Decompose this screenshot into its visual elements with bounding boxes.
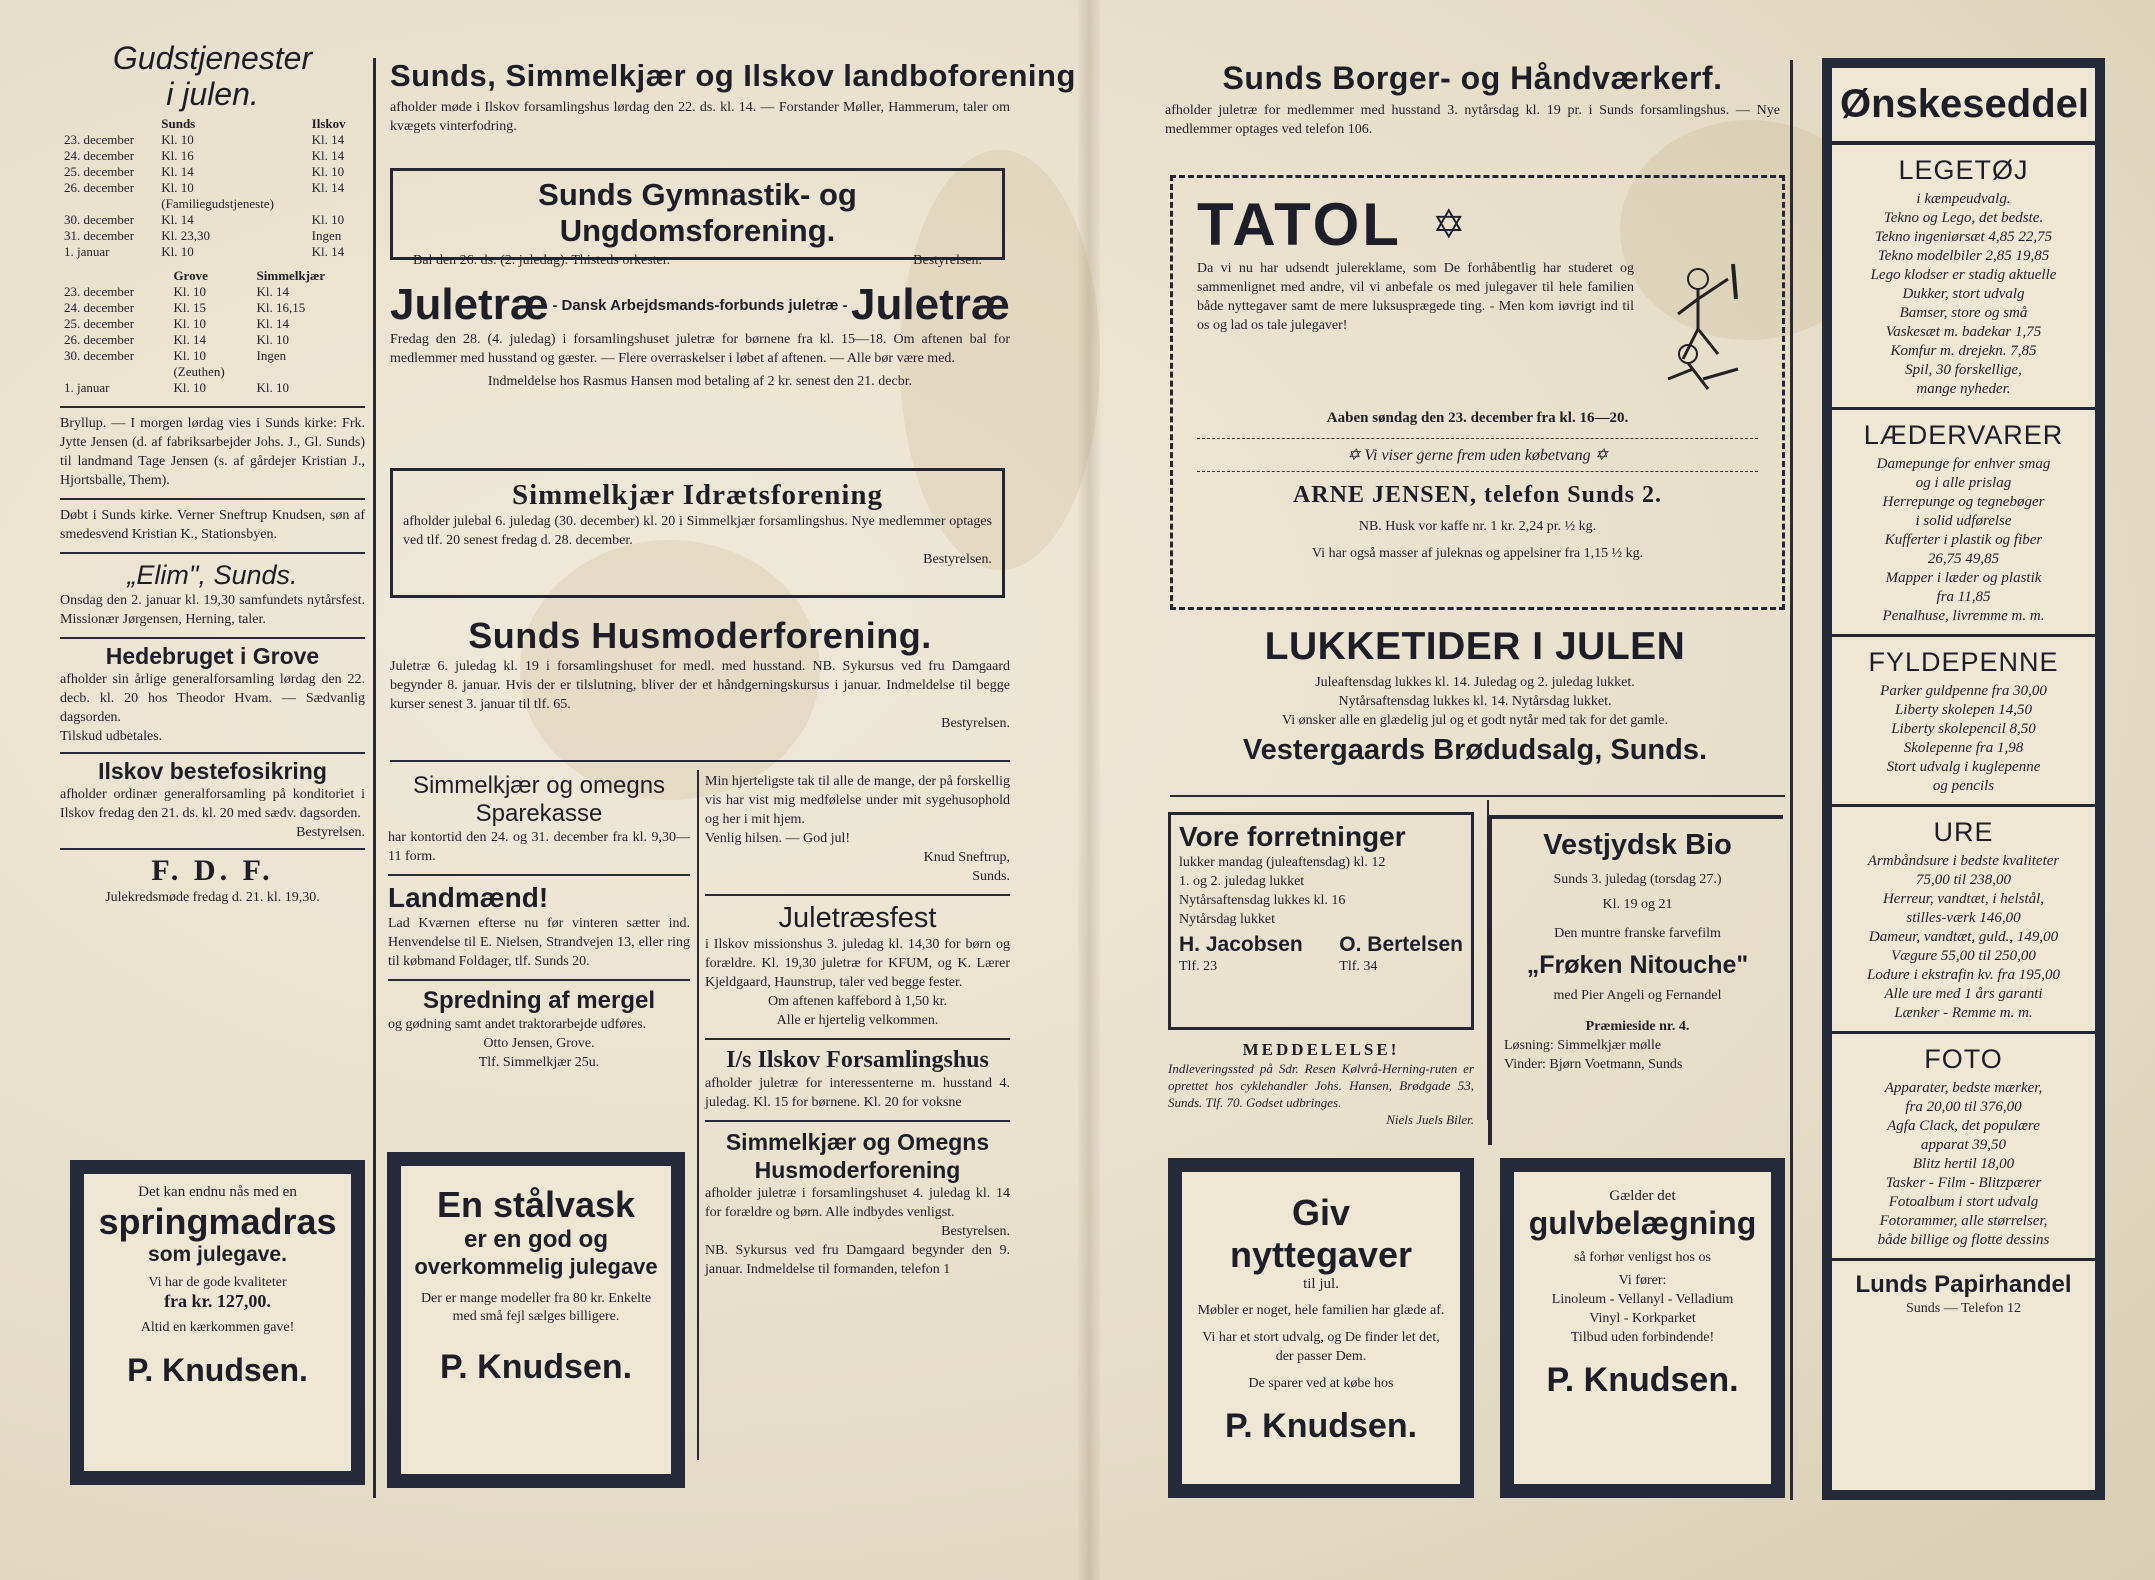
service-table-2 <box>60 268 360 396</box>
wishlist-line: Apparater, bedste mærker, <box>1884 1080 2043 1096</box>
wishlist-line: Kufferter i plastik og fiber <box>1884 532 2043 548</box>
divider <box>60 498 365 500</box>
wishlist-line: fra 20,00 til 376,00 <box>1905 1099 2022 1115</box>
table-cell: Kl. 14 <box>311 180 345 195</box>
table-cell: Ingen <box>311 228 342 243</box>
forretninger-line: Nytårsdag lukket <box>1179 912 1276 927</box>
wishlist-line: Spil, 30 forskellige, <box>1905 362 2022 378</box>
shop-name: O. Bertelsen <box>1339 933 1463 956</box>
bio-line: Sunds 3. juledag (torsdag 27.) <box>1553 872 1722 887</box>
wishlist-line: Mapper i læder og plastik <box>1885 570 2042 586</box>
forretninger-line: lukker mandag (juleaftensdag) kl. 12 <box>1179 855 1386 870</box>
table-row <box>60 228 360 244</box>
column-rule <box>1790 60 1793 1500</box>
table-cell: Kl. 10 <box>161 244 194 259</box>
oenskeseddel-title: Ønskeseddel <box>1840 82 2090 126</box>
ad-price: fra kr. 127,00. <box>164 1291 271 1311</box>
wishlist-line: Liberty skolepen 14,50 <box>1894 702 2033 718</box>
wishlist-line: Komfur m. drejekn. 7,85 <box>1890 343 2037 359</box>
table-cell: Kl. 16,15 <box>256 300 306 315</box>
wishlist-line: i solid udførelse <box>1915 513 2012 529</box>
table-cell: Kl. 14 <box>311 148 345 163</box>
lukketider-sign: Vestergaards Brødudsalg, Sunds. <box>1242 734 1708 766</box>
wishlist-section <box>1832 637 2095 807</box>
ad-line: Møbler er noget, hele familien har glæde af. <box>1197 1303 1445 1318</box>
wishlist-line: og pencils <box>1932 778 1995 794</box>
wishlist-line: fra 11,85 <box>1936 589 1991 605</box>
table-cell: Kl. 10 <box>173 284 206 299</box>
hedebruget-title: Hedebruget i Grove <box>105 643 320 669</box>
springmadras-ad <box>70 1160 365 1485</box>
ad-headline: Giv nyttegaver <box>1229 1192 1413 1275</box>
tak-text2: Venlig hilsen. — God jul! <box>705 831 851 846</box>
juletraesfest-title: Juletræsfest <box>778 902 937 934</box>
landbo-title: Sunds, Simmelkjær og Ilskov landboforening <box>390 58 1076 93</box>
ad-line: Der er mange modeller fra 80 kr. Enkelte med små fejl sælges billigere. <box>420 1291 652 1324</box>
column-rule <box>697 770 699 1460</box>
table-cell: Kl. 10 <box>173 316 206 331</box>
elim-title: „Elim", Sunds. <box>127 560 298 590</box>
table-cell: 23. december <box>64 132 135 147</box>
table-cell: Kl. 10 <box>256 380 290 395</box>
oenskeseddel-sign: Lunds Papirhandel <box>1855 1271 2072 1298</box>
tatol-open: Aaben søndag den 23. december fra kl. 16—20. <box>1326 410 1629 426</box>
juletraesfest-text: i Ilskov missionshus 3. juledag kl. 14,30 for børn og forældre. Kl. 19,30 juletræ for KFUM, og K. Lærer Kjeldgaard, Haunstrup, taler ved begge fester. <box>705 937 1010 990</box>
juletrae-text: Fredag den 28. (4. juledag) i forsamlingshuset juletræ for børnene fra kl. 15—18. Om aftenen bal for medlemmer med husstand og gæster. — Flere overraskelser i løbet af aftenen. — Alle bør være med. <box>390 332 1010 366</box>
table-cell: 26. december <box>64 332 135 347</box>
table-cell: Kl. 14 <box>256 316 290 331</box>
juletrae-subtitle: - Dansk Arbejdsmands-forbunds juletræ - <box>552 296 848 314</box>
divider <box>1170 795 1785 797</box>
wishlist-line: Stort udvalg i kuglepenne <box>1886 759 2041 775</box>
hedebruget-note: Tilskud udbetales. <box>60 729 163 744</box>
forretninger-line: Nytårsaftensdag lukkes kl. 16 <box>1179 893 1346 908</box>
bio-box <box>1488 815 1783 1145</box>
table-cell: Kl. 10 <box>161 180 194 195</box>
lukketider-line: Juleaftensdag lukkes kl. 14. Juledag og 2. juledag lukket. <box>1315 675 1635 690</box>
wishlist-section <box>1832 145 2095 410</box>
table-row <box>60 148 360 164</box>
table-row <box>60 196 360 212</box>
forsamlingshus-title: I/s Ilskov Forsamlingshus <box>726 1047 989 1073</box>
meddelelse-text: Indleveringssted på Sdr. Resen Kølvrå-Herning-ruten er oprettet hos cyklehandler Johs. Hansen, Brødgade 53, Sunds. Tlf. 70. Godset udbringes. <box>1168 1061 1474 1110</box>
divider <box>390 760 1010 762</box>
wishlist-line: Tasker - Film - Blitzpærer <box>1885 1175 2042 1191</box>
table-cell <box>253 364 360 380</box>
table-cell: 26. december <box>64 180 135 195</box>
table-cell: 1. januar <box>64 380 110 395</box>
landbo-text: afholder møde i Ilskov forsamlingshus lørdag den 22. ds. kl. 14. — Forstander Møller, Hammerum, taler om kvægets vinterfodring. <box>390 100 1010 134</box>
table-cell: Kl. 14 <box>311 132 345 147</box>
ad-sign: P. Knudsen. <box>439 1348 633 1386</box>
fdf-text: Julekredsmøde fredag d. 21. kl. 19,30. <box>105 890 320 905</box>
table-row <box>60 132 360 148</box>
mergel-sign: Otto Jensen, Grove. <box>483 1036 595 1051</box>
table-cell: Kl. 14 <box>173 332 206 347</box>
tatol-nb: NB. Husk vor kaffe nr. 1 kr. 2,24 pr. ½ kg. <box>1358 519 1597 534</box>
divider <box>60 752 365 754</box>
title-line: Gudstjenester <box>112 40 313 76</box>
meddelelse-sign: Niels Juels Biler. <box>1386 1112 1474 1127</box>
table-header: Simmelkjær <box>256 268 326 283</box>
gudstjenester-title <box>60 40 365 112</box>
doebt-notice: Døbt i Sunds kirke. Verner Sneftrup Knudsen, søn af smedesvend Kristian K., Stationsbyen. <box>60 508 365 542</box>
tak-sign: Knud Sneftrup, <box>923 850 1010 865</box>
shop-name: H. Jacobsen <box>1179 933 1303 956</box>
tatol-ad <box>1170 175 1785 610</box>
wishlist-line: Armbåndsure i bedste kvaliteter <box>1867 853 2060 869</box>
ad-line: er en god og <box>464 1226 608 1253</box>
table-row <box>60 284 360 300</box>
ad-line: Vi fører: <box>1618 1273 1667 1288</box>
divider <box>388 874 690 876</box>
column-rule <box>373 58 376 1498</box>
wishlist-line: 75,00 til 238,00 <box>1915 872 2011 888</box>
table-row <box>60 180 360 196</box>
wishlist-line: Skolepenne fra 1,98 <box>1903 740 2024 756</box>
tatol-name: ARNE JENSEN, telefon Sunds 2. <box>1292 482 1663 508</box>
gulv-ad <box>1500 1158 1785 1498</box>
sparekasse-text: har kontortid den 24. og 31. december fra kl. 9,30—11 form. <box>388 830 690 864</box>
shop-phone: Tlf. 23 <box>1179 959 1218 974</box>
wishlist-line: mange nyheder. <box>1916 381 2011 397</box>
lukketider-section <box>1165 625 1785 790</box>
ad-line: som julegave. <box>148 1243 287 1266</box>
stalvask-ad <box>387 1152 685 1488</box>
simmelhus-sign: Bestyrelsen. <box>941 1224 1010 1239</box>
landbo-section <box>390 58 1076 173</box>
simmelhus-text: afholder juletræ i forsamlingshuset 4. juledag kl. 14 for forældre og børn. Alle indbydes venligst. <box>705 1186 1010 1220</box>
wishlist-line: Bamser, store og små <box>1899 305 2028 321</box>
ad-line: De sparer ved at købe hos <box>1248 1376 1394 1391</box>
wishlist-line: Penalhuse, livremme m. m. <box>1882 608 2045 624</box>
simmelhus-text2: NB. Sykursus ved fru Damgaard begynder den 9. januar. Indmeldelse til formanden, telefon 1 <box>705 1243 1010 1277</box>
table-row <box>60 316 360 332</box>
tak-text: Min hjerteligste tak til alle de mange, der på forskellig vis har vist mig medfølelse under mit sygehusophold og her i mit hjem. <box>705 774 1010 827</box>
juletrae-section <box>390 280 1010 450</box>
bio-film: „Frøken Nitouche" <box>1526 951 1749 979</box>
wishlist-line: både billige og flotte dessins <box>1877 1232 2050 1248</box>
divider <box>705 1120 1010 1122</box>
wishlist-heading: FOTO <box>1924 1044 2003 1074</box>
table-row <box>60 300 360 316</box>
wishlist-line: Fotorammer, alle størrelser, <box>1879 1213 2048 1229</box>
forsamlingshus-text: afholder juletræ for interessenterne m. husstand 4. juledag. Kl. 15 for børnene. Kl. 20 for voksne <box>705 1076 1010 1110</box>
tatol-also: Vi har også masser af juleknas og appelsiner fra 1,15 ½ kg. <box>1311 546 1644 561</box>
star-icon: ✡ <box>1590 447 1608 464</box>
wishlist-line: Fotoalbum i stort udvalg <box>1888 1194 2039 1210</box>
wishlist-line: stilles-værk 146,00 <box>1906 910 2021 926</box>
table-cell: 24. december <box>64 148 135 163</box>
mergel-tlf: Tlf. Simmelkjær 25u. <box>478 1055 600 1070</box>
ad-headline: gulvbelægning <box>1528 1205 1757 1241</box>
table-cell <box>308 196 360 212</box>
divider <box>60 637 365 639</box>
wishlist-line: Parker guldpenne fra 30,00 <box>1880 683 2047 699</box>
table-body <box>60 132 360 260</box>
ad-sign: P. Knudsen. <box>1224 1407 1418 1445</box>
idraet-title: Simmelkjær Idrætsforening <box>511 479 884 511</box>
bio-line: med Pier Angeli og Fernandel <box>1553 988 1722 1003</box>
wishlist-line: Dukker, stort udvalg <box>1902 286 2025 302</box>
wishlist-line: 26,75 49,85 <box>1927 551 2000 567</box>
wishlist-section <box>1832 410 2095 637</box>
table-row <box>60 380 360 396</box>
gymnastik-text: Bal den 26. ds. (2. juledag). Thisteds orkester. <box>413 253 671 268</box>
bio-line: Kl. 19 og 21 <box>1602 897 1673 912</box>
table-cell: Kl. 10 <box>161 132 194 147</box>
wishlist-line: Lodure i ekstrafin kv. fra 195,00 <box>1867 967 2060 983</box>
table-cell: Kl. 10 <box>311 164 345 179</box>
wishlist-line: Tekno og Lego, det bedste. <box>1883 210 2044 226</box>
table-cell <box>60 196 157 212</box>
meddelelse-section <box>1168 1040 1474 1160</box>
forretninger-title: Vore forretninger <box>1179 821 1406 852</box>
table-cell: 30. december <box>64 348 135 363</box>
star-icon: ✡ <box>1347 447 1365 464</box>
wishlist-heading: LEGETØJ <box>1898 155 2029 185</box>
lukketider-line: Nytårsaftensdag lukkes kl. 14. Nytårsdag lukket. <box>1338 694 1612 709</box>
tatol-band <box>1197 438 1758 472</box>
column-1 <box>60 40 365 1150</box>
wishlist-line: Lego klodser er stadig aktuelle <box>1870 267 2057 283</box>
husmoder-text: Juletræ 6. juledag kl. 19 i forsamlingshuset for medl. med husstand. NB. Sykursus ved fru Damgaard begynder 8. januar. Hvis der er tilslutning, bliver der et håndgerningskursus i januar. Indmeldelse til begge kurser senest 3. januar til tlf. 65. <box>390 659 1010 712</box>
table-cell: 31. december <box>64 228 135 243</box>
juletrae-word: Juletræ <box>851 280 1010 329</box>
shop-phone: Tlf. 34 <box>1339 959 1378 974</box>
lukketider-line: Vi ønsker alle en glædelig jul og et godt nytår med tak for det gamle. <box>1281 713 1668 728</box>
wishlist-heading: FYLDEPENNE <box>1868 647 2059 677</box>
sparekasse-title: Simmelkjær og omegns Sparekasse <box>412 772 666 827</box>
service-table-1 <box>60 116 360 260</box>
ad-line: Vi har et stort udvalg, og De finder let det, der passer Dem. <box>1202 1330 1440 1364</box>
wishlist-line: Vægure 55,00 til 250,00 <box>1891 948 2036 964</box>
table-cell: Kl. 23,30 <box>161 228 211 243</box>
wishlist-line: Agfa Clack, det populære <box>1887 1118 2040 1134</box>
table-row <box>60 364 360 380</box>
star-icon: ✡ <box>1431 202 1466 247</box>
oenskeseddel-sign2: Sunds — Telefon 12 <box>1905 1301 2022 1316</box>
ad-sign: P. Knudsen. <box>1546 1361 1739 1399</box>
gymnastik-title: Sunds Gymnastik- og Ungdomsforening. <box>538 177 857 248</box>
elim-text: Onsdag den 2. januar kl. 19,30 samfundets nytårsfest. Missionær Jørgensen, Herning, taler. <box>60 593 365 627</box>
table-row <box>60 244 360 260</box>
meddelelse-title: MEDDELELSE! <box>1242 1040 1400 1059</box>
ad-line: Gælder det <box>1609 1188 1676 1204</box>
dancing-figures-icon <box>1648 259 1758 399</box>
juletrae-word: Juletræ <box>390 280 549 329</box>
table-cell: Kl. 16 <box>161 148 194 163</box>
ad-line: Tilbud uden forbindende! <box>1570 1330 1715 1345</box>
ilskov-bestefor-title: Ilskov bestefosikring <box>98 758 327 784</box>
divider <box>60 848 365 850</box>
ad-sign: P. Knudsen. <box>127 1352 308 1388</box>
tatol-text: Da vi nu har udsendt julereklame, som De forhåbentlig har studeret og sammenlignet med andre, vil vi anbefale os med julegaver til hele familien både nyttegaver samt de mere luksusprægede ting. - Men kom iøvrigt ind til os og lad os tale julegaver! <box>1197 261 1634 333</box>
wishlist-section <box>1832 807 2095 1034</box>
bio-line: Løsning: Simmelkjær mølle <box>1504 1038 1662 1053</box>
column-2b <box>705 772 1010 1492</box>
table-cell: Kl. 10 <box>256 332 290 347</box>
borger-title: Sunds Borger- og Håndværkerf. <box>1222 60 1723 96</box>
table-cell: (Familiegudstjeneste) <box>161 196 274 211</box>
table-cell: Kl. 14 <box>256 284 290 299</box>
husmoder-section <box>390 615 1010 755</box>
table-row <box>60 212 360 228</box>
table-cell: Kl. 10 <box>173 348 206 363</box>
idraet-box <box>390 468 1005 598</box>
tak-place: Sunds. <box>972 869 1010 884</box>
juletraesfest-text3: Alle er hjertelig velkommen. <box>776 1013 939 1028</box>
nyttegaver-ad <box>1168 1158 1474 1498</box>
wishlist-line: Herreur, vandtæt, i helstål, <box>1882 891 2045 907</box>
bio-line: Den muntre franske farvefilm <box>1554 926 1721 941</box>
lukketider-title: LUKKETIDER I JULEN <box>1264 625 1686 668</box>
tatol-title: TATOL <box>1197 191 1402 258</box>
wishlist-line: i kæmpeudvalg. <box>1916 191 2011 207</box>
husmoder-sign: Bestyrelsen. <box>941 716 1010 731</box>
table-cell: 30. december <box>64 212 135 227</box>
idraet-sign: Bestyrelsen. <box>923 552 992 567</box>
landmaend-title: Landmænd! <box>388 882 549 913</box>
borger-section <box>1165 60 1780 170</box>
mergel-text: og gødning samt andet traktorarbejde udføres. <box>388 1017 647 1032</box>
wishlist-line: Vaskesæt m. badekar 1,75 <box>1885 324 2042 340</box>
column-2a <box>388 772 690 1142</box>
bio-line: Vinder: Bjørn Voetmann, Sunds <box>1504 1057 1683 1072</box>
table-row <box>60 332 360 348</box>
wishlist-line: Blitz hertil 18,00 <box>1912 1156 2015 1172</box>
table-cell: Kl. 10 <box>173 380 206 395</box>
table-cell: Kl. 14 <box>161 212 194 227</box>
table-row <box>60 164 360 180</box>
title-line: i julen. <box>166 76 259 112</box>
table-header: Ilskov <box>311 116 346 131</box>
oenskeseddel-inner <box>1832 68 2095 1490</box>
fdf-title: F. D. F. <box>151 854 274 887</box>
forretninger-line: 1. og 2. juledag lukket <box>1179 874 1305 889</box>
ilskov-bestefor-text: afholder ordinær generalforsamling på konditoriet i Ilskov fredag den 21. ds. kl. 20 med sædv. dagsorden. <box>60 787 365 821</box>
ad-line: Det kan endnu nås med en <box>138 1184 297 1200</box>
table-body <box>60 284 360 396</box>
husmoder-title: Sunds Husmoderforening. <box>468 615 932 656</box>
table-header: Sunds <box>161 116 196 131</box>
ad-line: overkommelig julegave <box>414 1254 658 1279</box>
table-cell: 24. december <box>64 300 135 315</box>
gymnastik-box <box>390 168 1005 268</box>
table-cell: 25. december <box>64 316 135 331</box>
bryllup-notice: Bryllup. — I morgen lørdag vies i Sunds kirke: Frk. Jytte Jensen (d. af fabriksarbejder Johs. J., Gl. Sunds) til landmand Tage Jensen (s. af gårdejer Kristian J., Hjortsballe, Them). <box>60 416 365 488</box>
wishlist-line: Liberty skolepencil 8,50 <box>1891 721 2036 737</box>
oenskeseddel-sections <box>1832 145 2095 1261</box>
table-cell: 23. december <box>64 284 135 299</box>
wishlist-line: og i alle prislag <box>1915 475 2012 491</box>
table-cell: 1. januar <box>64 244 110 259</box>
table-cell: Ingen <box>256 348 287 363</box>
divider <box>388 979 690 981</box>
divider <box>705 1038 1010 1040</box>
bio-title: Vestjydsk Bio <box>1543 829 1732 861</box>
wishlist-section <box>1832 1034 2095 1261</box>
wishlist-line: Damepunge for enhver smag <box>1876 456 2051 472</box>
ilskov-bestefor-sign: Bestyrelsen. <box>296 825 365 840</box>
wishlist-line: Dameur, vandtæt, guld., 149,00 <box>1868 929 2059 945</box>
wishlist-heading: LÆDERVARER <box>1863 420 2064 450</box>
idraet-text: afholder julebal 6. juledag (30. december) kl. 20 i Simmelkjær forsamlingshus. Nye medlemmer optages ved tlf. 20 senest fredag d. 28. december. <box>403 514 992 548</box>
table-cell: Kl. 15 <box>173 300 206 315</box>
ad-headline: En stålvask <box>436 1184 636 1225</box>
gymnastik-sign: Bestyrelsen. <box>913 253 982 268</box>
divider <box>60 552 365 554</box>
ad-line: Vinyl - Korkparket <box>1589 1311 1696 1326</box>
oenskeseddel-panel <box>1822 58 2105 1500</box>
juletrae-text2: Indmeldelse hos Rasmus Hansen mod betaling af 2 kr. senest den 21. decbr. <box>487 374 913 389</box>
divider <box>705 894 1010 896</box>
ad-line: Linoleum - Vellanyl - Velladium <box>1551 1292 1734 1307</box>
borger-text: afholder juletræ for medlemmer med husstand 3. nytårsdag kl. 19 pr. i Sunds forsamlingshus. — Nye medlemmer optages ved telefon 106. <box>1165 103 1780 137</box>
table-row <box>60 348 360 364</box>
forretninger-box <box>1168 812 1474 1030</box>
tatol-vis: Vi viser gerne frem uden købetvang <box>1364 447 1591 464</box>
wishlist-line: Alle ure med 1 års garanti <box>1884 986 2043 1002</box>
table-cell: (Zeuthen) <box>173 364 225 379</box>
table-cell: 25. december <box>64 164 135 179</box>
juletraesfest-text2: Om aftenen kaffebord à 1,50 kr. <box>768 994 947 1009</box>
divider <box>60 406 365 408</box>
bio-line: Præmieside nr. 4. <box>1585 1019 1690 1034</box>
ad-line: Altid en kærkommen gave! <box>140 1320 295 1335</box>
wishlist-line: Lænker - Remme m. m. <box>1894 1005 2033 1021</box>
wishlist-line: Tekno modelbiler 2,85 19,85 <box>1877 248 2050 264</box>
ad-line: Vi har de gode kvaliteter <box>148 1275 287 1290</box>
mergel-title: Spredning af mergel <box>422 987 656 1014</box>
hedebruget-text: afholder sin årlige generalforsamling lørdag den 22. decb. kl. 20 hos Theodor Hvam. — Sædvanlig dagsorden. <box>60 672 365 725</box>
ad-headline: springmadras <box>98 1201 337 1242</box>
wishlist-line: Tekno ingeniørsæt 4,85 22,75 <box>1874 229 2053 245</box>
table-cell <box>60 364 169 380</box>
table-header: Grove <box>173 268 208 283</box>
ad-line: til jul. <box>1303 1276 1339 1292</box>
wishlist-heading: URE <box>1933 817 1994 847</box>
ad-line: så forhør venligst hos os <box>1574 1250 1711 1265</box>
table-cell: Kl. 14 <box>311 244 345 259</box>
simmelhus-title: Simmelkjær og Omegns Husmoderforening <box>725 1129 990 1183</box>
table-cell: Kl. 14 <box>161 164 194 179</box>
wishlist-line: Herrepunge og tegnebøger <box>1882 494 2045 510</box>
wishlist-line: apparat 39,50 <box>1920 1137 2006 1153</box>
table-cell: Kl. 10 <box>311 212 345 227</box>
landmaend-text: Lad Kværnen efterse nu før vinteren sætter ind. Henvendelse til E. Nielsen, Strandvejen 13, eller ring til købmand Foldager, tlf. Sunds 20. <box>388 916 690 969</box>
